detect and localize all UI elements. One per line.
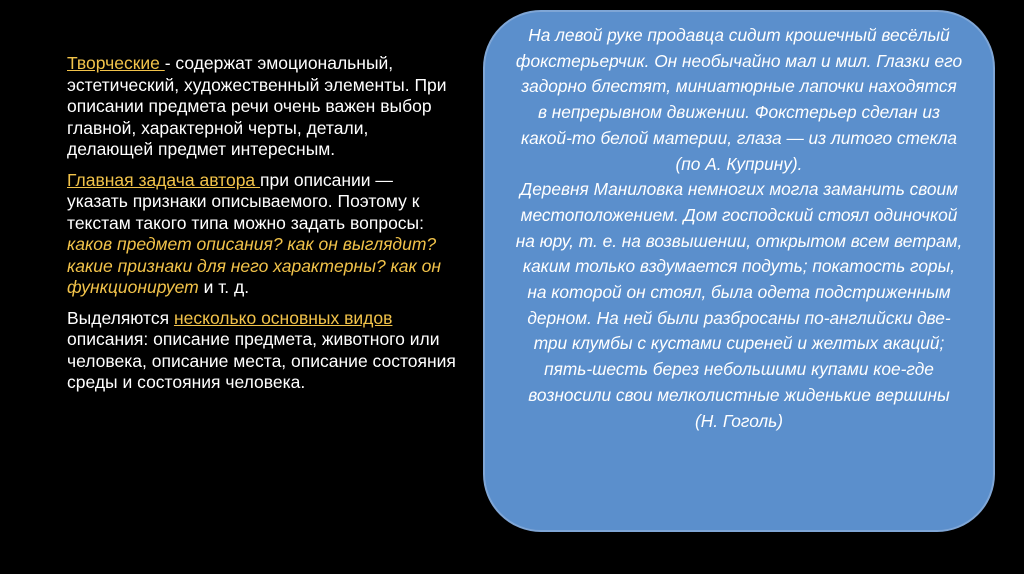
paragraph-types (67, 308, 457, 394)
term-creative: Творческие (67, 53, 165, 73)
left-text-column (67, 53, 457, 403)
example-kuprin: На левой руке продавца сидит крошечный весёлый фокстерьерчик. Он необычайно мал и мил. Глазки его задорно блестят, миниатюрные лапочки находятся в непрерывном движении. Фокстерьер сделан из какой-то белой материи, глаза — из литого стекла (по А. Куприну). (515, 25, 963, 174)
paragraph-main-task-end: и т. д. (198, 277, 250, 297)
paragraph-main-task (67, 170, 457, 299)
paragraph-creative-text: - содержат эмоциональный, эстетический, художественный элементы. При описании предмета речи очень важен выбор главной, характерной черты, детали, делающей предмет интересным. (67, 53, 447, 159)
paragraph-types-start: Выделяются (67, 307, 174, 328)
questions-text: каков предмет описания? как он выглядит? какие признаки для него характерны? как он функционирует (67, 234, 442, 297)
paragraph-main-task-text: при описании — указать признаки описываемого. Поэтому к текстам такого типа можно задать вопросы: (67, 169, 424, 233)
term-main-task: Главная задача автора (67, 169, 261, 190)
term-types: несколько основных видов (173, 307, 393, 328)
example-card (483, 10, 995, 532)
paragraph-types-text: описания: описание предмета, животного или человека, описание места, описание состояния среды и состояния человека. (67, 329, 456, 392)
paragraph-creative (67, 53, 457, 161)
example-gogol: Деревня Маниловка немногих могла заманить своим местоположением. Дом господский стоял одиночкой на юру, т. е. на возвышении, открытом всем ветрам, каким только вздумается подуть; покатость горы, на которой он стоял, была одета подстриженным дерном. На ней были разбросаны по-английски две-три клумбы с кустами сиреней и желтых акаций; пять-шесть берез небольшими купами кое-где возносили свои мелколистные жиденькие вершины (Н. Гоголь) (515, 179, 963, 431)
